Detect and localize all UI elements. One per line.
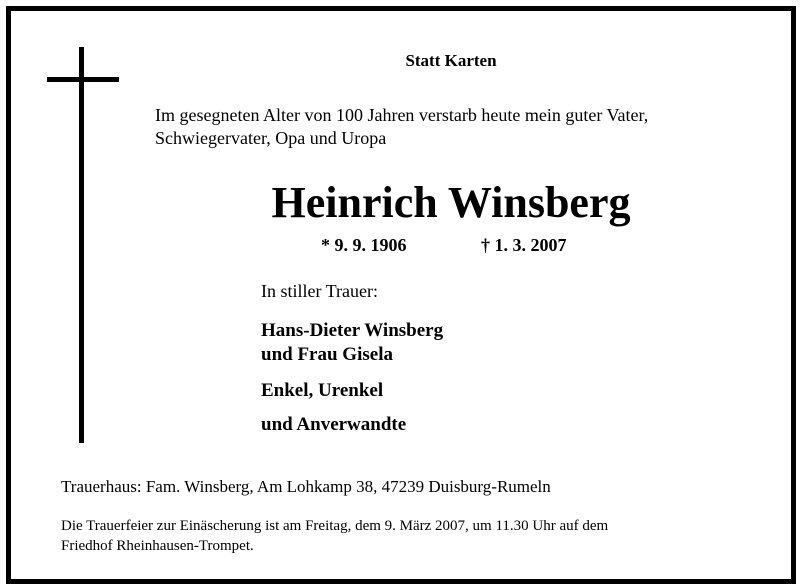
intro-line-2: Schwiegervater, Opa und Uropa <box>155 128 387 148</box>
service-line-2: Friedhof Rheinhausen-Trompet. <box>61 538 254 554</box>
deceased-name: Heinrich Winsberg <box>271 178 631 227</box>
obituary-notice <box>6 6 796 584</box>
mourner-line: und Frau Gisela <box>261 344 393 365</box>
intro-text <box>155 104 775 150</box>
mourning-label: In stiller Trauer: <box>261 281 378 301</box>
cross-horizontal-bar <box>47 77 119 82</box>
cross-vertical-bar <box>79 47 84 443</box>
death-date: † 1. 3. 2007 <box>481 235 567 255</box>
mourner-line: Enkel, Urenkel <box>261 380 384 401</box>
birth-date: * 9. 9. 1906 <box>321 235 407 255</box>
mourner-line: und Anverwandte <box>261 414 407 435</box>
service-line-1: Die Trauerfeier zur Einäscherung ist am Freitag, dem 9. März 2007, um 11.30 Uhr auf dem <box>61 518 609 534</box>
mourning-house-address: Trauerhaus: Fam. Winsberg, Am Lohkamp 38, 47239 Duisburg-Rumeln <box>61 477 551 496</box>
intro-line-1: Im gesegneten Alter von 100 Jahren verstarb heute mein guter Vater, <box>155 105 649 125</box>
notice-heading: Statt Karten <box>405 51 497 70</box>
funeral-service-info <box>61 516 761 556</box>
mourner-line: Hans-Dieter Winsberg <box>261 320 444 341</box>
